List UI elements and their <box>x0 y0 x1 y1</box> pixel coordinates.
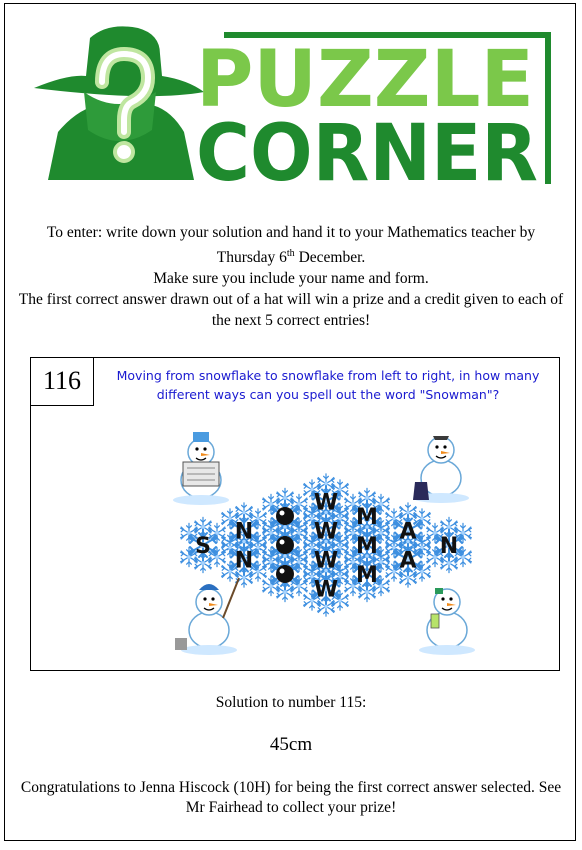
grid-letter: W <box>313 577 339 603</box>
intro-line2: Make sure you include your name and form. <box>153 270 429 288</box>
grid-letter: M <box>356 534 378 559</box>
solution-answer: 45cm <box>269 734 313 755</box>
detective-question-mark-icon <box>34 26 204 180</box>
grid-letter: W <box>313 519 339 545</box>
grid-letter: W <box>313 490 339 516</box>
puzzle-number: 116 <box>31 358 94 406</box>
puzzle-corner-logo <box>28 20 558 190</box>
grid-letter: N <box>234 548 254 574</box>
grid-letter <box>276 507 294 525</box>
grid-letter: W <box>313 548 339 574</box>
congratulations-text: Congratulations to Jenna Hiscock (10H) for being the first correct answer selected. See Mr Fairhead to collect your prize! <box>20 779 562 816</box>
snowman-magician-icon <box>413 436 469 503</box>
grid-letter: M <box>356 505 378 530</box>
grid-letter: N <box>439 534 459 559</box>
snowman-drinking-icon <box>419 588 475 655</box>
grid-letter: A <box>399 548 417 574</box>
grid-letter: M <box>356 563 378 588</box>
logo-line1: PUZZLE <box>196 35 534 125</box>
grid-letter <box>276 536 294 554</box>
snowflake-grid <box>31 358 561 672</box>
grid-letter: A <box>399 519 417 545</box>
snowman-fishing-icon <box>175 578 239 655</box>
grid-letter: S <box>195 534 211 559</box>
entry-instructions <box>10 222 572 331</box>
snowman-reading-icon <box>173 432 229 505</box>
solution-title: Solution to number 115: <box>215 694 367 711</box>
puzzle-box <box>30 357 560 671</box>
grid-letter-highlight <box>280 511 285 516</box>
intro-line1: To enter: write down your solution and hand it to your Mathematics teacher by Thursday 6th December. <box>46 224 536 267</box>
grid-letter-highlight <box>280 540 285 545</box>
intro-line3: The first correct answer drawn out of a hat will win a prize and a credit given to each of the next 5 correct entries! <box>18 291 564 330</box>
grid-letter-highlight <box>280 569 285 574</box>
grid-letter: N <box>234 519 254 545</box>
puzzle-question: Moving from snowflake to snowflake from left to right, in how many different ways can you spell out the word "Snowman"? <box>116 368 540 402</box>
grid-letter <box>276 565 294 583</box>
logo-line2: CORNER <box>196 109 538 190</box>
